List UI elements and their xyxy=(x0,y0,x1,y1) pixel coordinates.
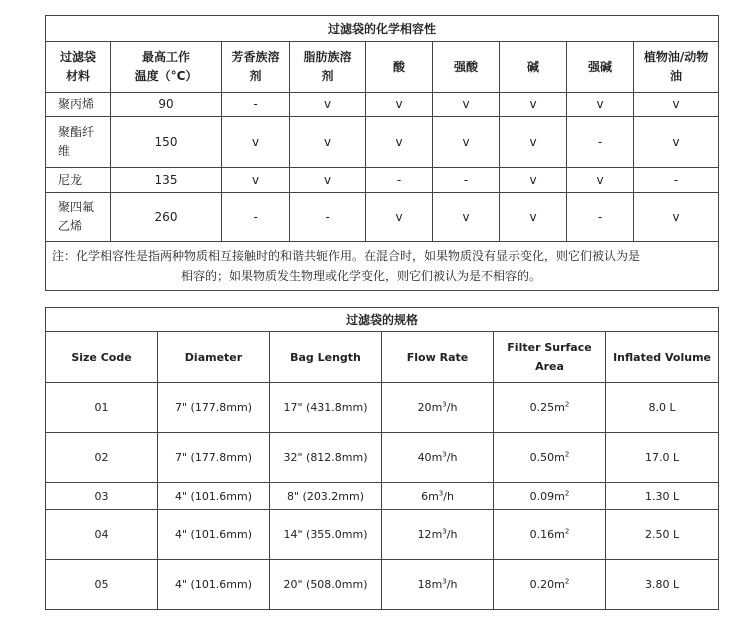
compat-header-strong-alkali: 强碱 xyxy=(567,42,634,93)
compat-cell: v xyxy=(366,193,433,242)
specs-cell-flow: $6m^3/h$ xyxy=(382,483,494,510)
compat-header-acid: 酸 xyxy=(366,42,433,93)
compat-cell: v xyxy=(433,117,500,168)
compat-row xyxy=(46,93,719,117)
specs-header-inflated-volume: Inflated Volume xyxy=(606,332,719,383)
compat-cell: 260 xyxy=(111,193,222,242)
specs-header-row xyxy=(46,332,719,383)
note-line-2: 相容的；如果物质发生物理或化学变化，则它们被认为是不相容的。 xyxy=(181,269,542,283)
compat-header-material: 过滤袋 材料 xyxy=(46,42,111,93)
compat-cell: v xyxy=(222,168,290,193)
compat-cell-material: 尼龙 xyxy=(46,168,111,193)
compat-header-aromatic-solvent: 芳香族溶 剂 xyxy=(222,42,290,93)
compat-cell: - xyxy=(366,168,433,193)
compat-cell: - xyxy=(567,117,634,168)
specs-cell-diameter: 7" (177.8mm) xyxy=(158,383,270,433)
specs-cell-diameter: 7" (177.8mm) xyxy=(158,433,270,483)
compat-cell: - xyxy=(222,193,290,242)
specs-cell-flow: $40m^3/h$ xyxy=(382,433,494,483)
compat-cell: v xyxy=(634,193,719,242)
specs-cell-code: 03 xyxy=(46,483,158,510)
compat-cell: v xyxy=(433,193,500,242)
compat-cell: v xyxy=(433,93,500,117)
specs-cell-area: $0.16m^2$ xyxy=(494,510,606,560)
compat-cell: v xyxy=(634,117,719,168)
specs-row xyxy=(46,433,719,483)
compat-cell: 135 xyxy=(111,168,222,193)
specs-cell-area: $0.50m^2$ xyxy=(494,433,606,483)
specs-cell-area: $0.20m^2$ xyxy=(494,560,606,610)
specs-header-filter-area: Filter Surface Area xyxy=(494,332,606,383)
compat-cell: v xyxy=(290,93,366,117)
compat-header-max-temp: 最高工作 温度（°C） xyxy=(111,42,222,93)
specs-cell-code: 02 xyxy=(46,433,158,483)
compat-cell: v xyxy=(634,93,719,117)
compat-cell: - xyxy=(567,193,634,242)
compat-cell: v xyxy=(500,117,567,168)
specs-header-size-code: Size Code xyxy=(46,332,158,383)
compat-cell: 90 xyxy=(111,93,222,117)
specs-cell-length: 32" (812.8mm) xyxy=(270,433,382,483)
specs-cell-length: 14" (355.0mm) xyxy=(270,510,382,560)
bag-specifications-table xyxy=(45,307,719,610)
compat-row xyxy=(46,168,719,193)
compat-cell: - xyxy=(634,168,719,193)
specs-cell-flow: $20m^3/h$ xyxy=(382,383,494,433)
specs-cell-diameter: 4" (101.6mm) xyxy=(158,510,270,560)
specs-cell-flow: $12m^3/h$ xyxy=(382,510,494,560)
compat-header-oil: 植物油/动物 油 xyxy=(634,42,719,93)
compat-cell: v xyxy=(366,93,433,117)
compat-header-strong-acid: 强酸 xyxy=(433,42,500,93)
compat-cell: - xyxy=(222,93,290,117)
specs-cell-volume: 1.30 L xyxy=(606,483,719,510)
compat-cell: v xyxy=(500,93,567,117)
specs-row xyxy=(46,383,719,433)
compat-cell-material: 聚四氟 乙烯 xyxy=(46,193,111,242)
specs-cell-flow: $18m^3/h$ xyxy=(382,560,494,610)
specs-cell-length: 8" (203.2mm) xyxy=(270,483,382,510)
specs-cell-diameter: 4" (101.6mm) xyxy=(158,483,270,510)
compat-cell: v xyxy=(567,168,634,193)
compat-row xyxy=(46,193,719,242)
compat-cell: v xyxy=(290,117,366,168)
compat-row xyxy=(46,117,719,168)
compat-header-row xyxy=(46,42,719,93)
compat-cell: v xyxy=(366,117,433,168)
note-line-1: 注：化学相容性是指两种物质相互接触时的和谐共轭作用。在混合时，如果物质没有显示变化，则它们被认为是 xyxy=(52,249,641,263)
compat-cell: v xyxy=(500,168,567,193)
compatibility-note xyxy=(46,242,719,291)
specs-row xyxy=(46,483,719,510)
compat-cell-material: 聚丙烯 xyxy=(46,93,111,117)
compat-cell: v xyxy=(290,168,366,193)
specs-header-diameter: Diameter xyxy=(158,332,270,383)
specs-cell-length: 17" (431.8mm) xyxy=(270,383,382,433)
compat-cell-material: 聚酯纤 维 xyxy=(46,117,111,168)
specs-cell-code: 01 xyxy=(46,383,158,433)
specs-table-title: 过滤袋的规格 xyxy=(46,308,719,332)
compat-cell: v xyxy=(567,93,634,117)
compat-cell: v xyxy=(500,193,567,242)
compat-table-title: 过滤袋的化学相容性 xyxy=(46,16,719,42)
specs-row xyxy=(46,510,719,560)
compat-header-aliphatic-solvent: 脂肪族溶 剂 xyxy=(290,42,366,93)
compat-cell: - xyxy=(290,193,366,242)
specs-header-flow-rate: Flow Rate xyxy=(382,332,494,383)
compat-cell: v xyxy=(222,117,290,168)
specs-cell-area: $0.25m^2$ xyxy=(494,383,606,433)
specs-row xyxy=(46,560,719,610)
specs-cell-area: $0.09m^2$ xyxy=(494,483,606,510)
specs-cell-volume: 2.50 L xyxy=(606,510,719,560)
compat-header-alkali: 碱 xyxy=(500,42,567,93)
specs-cell-diameter: 4" (101.6mm) xyxy=(158,560,270,610)
specs-cell-volume: 8.0 L xyxy=(606,383,719,433)
specs-cell-volume: 3.80 L xyxy=(606,560,719,610)
specs-header-bag-length: Bag Length xyxy=(270,332,382,383)
compat-cell: 150 xyxy=(111,117,222,168)
chemical-compatibility-table xyxy=(45,15,719,291)
specs-cell-length: 20" (508.0mm) xyxy=(270,560,382,610)
specs-cell-code: 05 xyxy=(46,560,158,610)
specs-cell-code: 04 xyxy=(46,510,158,560)
compat-cell: - xyxy=(433,168,500,193)
specs-cell-volume: 17.0 L xyxy=(606,433,719,483)
